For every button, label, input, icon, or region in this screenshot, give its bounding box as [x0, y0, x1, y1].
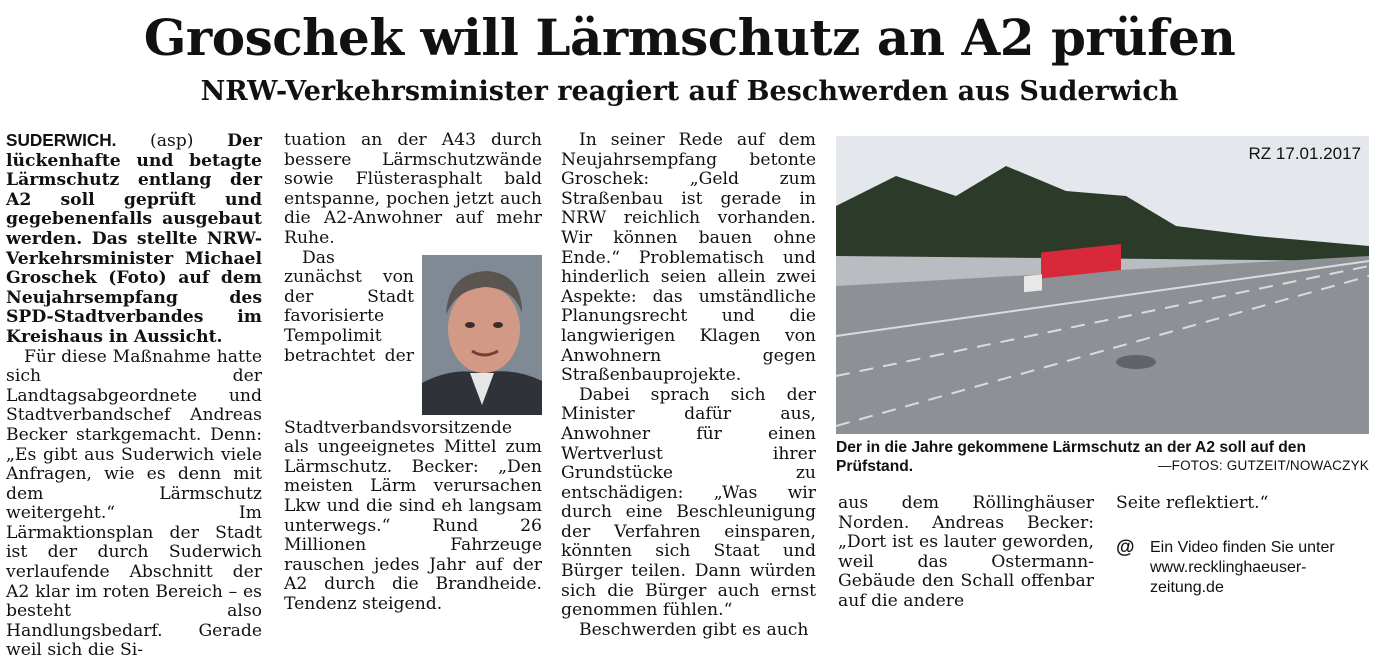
body-paragraph: In seiner Rede auf dem Neujahrsempfang betonte Groschek: „Geld zum Straßenbau ist gerade in NRW reichlich vorhanden. Wir können bauen ohne Ende.“ Problematisch und hinderlich seien allein zwei Aspekte: das umständliche Planungsrecht und die langwierigen Klagen von Anwohnern gegen Straßenbauprojekte. — [561, 130, 816, 386]
body-paragraph: Seite reflektiert.“ — [1116, 493, 1269, 513]
video-link-text[interactable]: Ein Video finden Sie unter www.recklinghaeuser-zeitung.de — [1150, 539, 1335, 596]
article-column-1 — [6, 131, 262, 661]
body-paragraph: Für diese Maßnahme hatte sich der Landtagsabgeordnete und Stadtverbandschef Andreas Becker starkgemacht. Denn: „Es gibt aus Suderwich viele Anfragen, wie es denn mit dem Lärmschutz weitergeht.“ Im Lärmaktionsplan der Stadt ist der durch Suderwich verlaufende Abschnitt der A2 klar im roten Bereich – es besteht also Handlungsbedarf. Gerade weil sich die Si- — [6, 346, 262, 661]
body-paragraph: Das zunächst von der Stadt favorisierte Tempolimit betrachtet der Stadtverbandsvorsitzende als ungeeignetes Mittel zum Lärmschutz. Becker: „Den meisten Lärm verursachen Lkw und die sind eh langsam unterwegs.“ Rund 26 Millionen Fahrzeuge rauschen jedes Jahr auf der A2 durch die Brandheide. Tendenz steigend. — [284, 247, 542, 614]
article-column-5 — [1116, 494, 1374, 514]
article-column-3 — [561, 131, 816, 640]
article-column-4 — [838, 494, 1094, 612]
at-icon: @ — [1116, 537, 1135, 558]
lead-paragraph: Der lückenhafte und betagte Lärmschutz entlang der A2 soll geprüft und gegebenenfalls ausgebaut werden. Das stellte NRW-Verkehrsminister Michael Groschek (Foto) auf dem Neujahrsempfang des SPD-Stadtverbandes im Kreishaus in Aussicht. — [6, 131, 262, 347]
body-paragraph: Beschwerden gibt es auch — [579, 619, 809, 640]
author-tag: (asp) — [150, 131, 194, 151]
headline: Groschek will Lärmschutz an A2 prüfen — [143, 8, 1236, 67]
photo-credit: —FOTOS: GUTZEIT/NOWACZYK — [1157, 458, 1369, 473]
highway-photo — [836, 136, 1369, 434]
date-stamp: RZ 17.01.2017 — [1248, 144, 1361, 163]
article-column-2 — [284, 131, 542, 615]
portrait-photo — [422, 255, 542, 415]
subheadline: NRW-Verkehrsminister reagiert auf Beschwerden aus Suderwich — [200, 76, 1179, 107]
photo-caption: Der in die Jahre gekommene Lärmschutz an der A2 soll auf den Prüfstand. — [836, 439, 1306, 475]
body-paragraph: tuation an der A43 durch bessere Lärmschutzwände sowie Flüsterasphalt bald entspanne, pochen jetzt auch die A2-Anwohner auf mehr Ruhe. — [284, 130, 542, 248]
body-paragraph: Dabei sprach sich der Minister dafür aus, Anwohner für einen Wertverlust ihrer Grundstücke zu entschädigen: „Was wir durch eine Beschleunigung der Verfahren einsparen, könnten sich Staat und Bürger teilen. Dann würden sich die Bürger auch ernst genommen fühlen.“ — [561, 384, 816, 621]
dateline: SUDERWICH. — [6, 130, 117, 150]
body-paragraph: aus dem Röllinghäuser Norden. Andreas Becker: „Dort ist es lauter geworden, weil das Ostermann-Gebäude den Schall offenbar auf die andere — [838, 493, 1094, 611]
